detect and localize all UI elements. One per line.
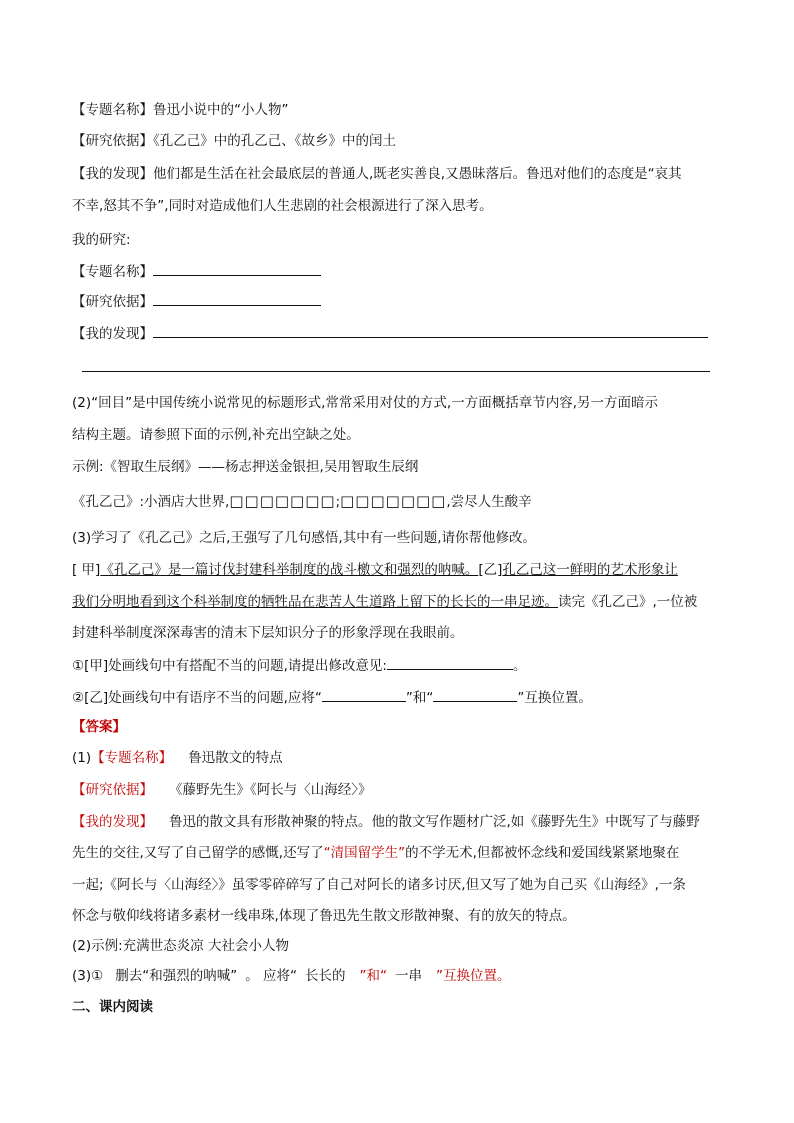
q2-prompt-start: 《孔乙己》:小酒店大世界,: [72, 494, 230, 510]
basis-line: 【研究依据】《孔乙己》中的孔乙己、《故乡》中的闰土: [72, 133, 396, 149]
q3-sub2-b: ”和“: [405, 690, 434, 706]
answer-1-basis-label: 【研究依据】: [72, 782, 153, 798]
answer-1-basis-text: 《藤野先生》《阿长与〈山海经〉》: [169, 782, 372, 798]
answer-2: (2)示例:充满世态炎凉 大社会小人物: [72, 938, 289, 954]
q2-text-2: 结构主题。请参照下面的示例,补充出空缺之处。: [72, 427, 360, 443]
answer-3-prefix: (3)①: [72, 968, 104, 984]
my-basis-row: [72, 291, 321, 312]
answer-1-topic: [72, 748, 283, 768]
section-heading: 二、课内阅读: [72, 999, 153, 1015]
answer-3-mid: 。 应将“: [245, 968, 298, 984]
q2-prompt-end: ,尝尽人生酸辛: [446, 494, 532, 510]
answer-3-part1: 删去“和强烈的呐喊”: [115, 968, 238, 984]
my-basis-label: 【研究依据】: [72, 294, 153, 310]
yi-underlined-sentence-1: 孔乙己这一鲜明的艺术形象让: [502, 562, 678, 578]
answer-3-word1: 长长的: [305, 968, 346, 984]
finding-2-highlight: “清国留学生”: [323, 845, 406, 861]
q3-sub2-blank-2[interactable]: [433, 687, 517, 702]
answer-1-finding-1: 鲁迅的散文具有形散神聚的特点。他的散文写作题材广泛,如《藤野先生》中既写了与藤野: [169, 814, 700, 830]
q3-sub2-c: ”互换位置。: [517, 690, 592, 706]
jia-underlined-sentence: 《孔乙己》是一篇讨伐封建科举制度的战斗檄文和强烈的呐喊。: [100, 562, 479, 578]
topic-line: 【专题名称】鲁迅小说中的“小人物”: [72, 102, 289, 118]
finding-line-1: 【我的发现】他们都是生活在社会最底层的普通人,既老实善良,又愚昧落后。鲁迅对他们的态度是“哀其: [72, 166, 682, 182]
my-topic-blank[interactable]: [153, 261, 321, 276]
answer-3-word2: 一串: [395, 968, 423, 984]
q2-separator: ;: [335, 494, 341, 510]
q3-sub2-row: [72, 687, 592, 708]
finding-2-a: 先生的交往,又写了自己留学的感慨,还写了: [72, 845, 324, 861]
answer-1-topic-label: 【专题名称】: [91, 750, 173, 766]
yi-underlined-sentence-2: 我们分明地看到这个科举制度的牺牲品在悲苦人生道路上留下的长长的一串足迹。: [72, 594, 558, 610]
answer-3-end: ”互换位置。: [436, 968, 511, 984]
yi-label: [乙]: [478, 562, 503, 578]
q2-text-1: (2)“回目”是中国传统小说常见的标题形式,常常采用对仗的方式,一方面概括章节内容,另一方面暗示: [72, 395, 658, 411]
my-topic-row: [72, 261, 321, 282]
q3-sub2-blank-1[interactable]: [322, 687, 406, 702]
q3-sub1-row: [72, 655, 526, 676]
my-finding-row: [72, 323, 708, 344]
answer-1-finding-2: [72, 843, 679, 863]
answer-1-prefix: (1): [72, 750, 92, 766]
answer-1-finding-4: 怀念与敬仰线将诸多素材一线串珠,体现了鲁迅先生散文形散神聚、有的放矢的特点。: [72, 908, 576, 924]
my-finding-blank[interactable]: [153, 323, 708, 338]
answer-1-finding-label: 【我的发现】: [72, 814, 153, 830]
answer-1-finding: [72, 812, 700, 832]
jia-label: [ 甲]: [72, 562, 101, 578]
q2-answer-boxes-2[interactable]: □□□□□□□: [340, 492, 447, 510]
answer-3: [72, 966, 511, 986]
q3-line-3: 封建科举制度深深毒害的清末下层知识分子的形象浮现在我眼前。: [72, 625, 464, 641]
q3-sub1-blank[interactable]: [387, 655, 513, 670]
q3-line-2: [72, 592, 697, 612]
my-finding-blank-2[interactable]: [82, 371, 710, 372]
answer-3-and: ”和“: [359, 968, 388, 984]
q2-answer-boxes-1[interactable]: □□□□□□□: [229, 492, 336, 510]
my-finding-label: 【我的发现】: [72, 326, 153, 342]
q3-sub1-end: 。: [512, 658, 527, 674]
yi-rest: 读完《孔乙己》,一位被: [558, 594, 698, 610]
my-topic-label: 【专题名称】: [72, 264, 153, 280]
answer-1-basis: [72, 780, 372, 800]
q2-example: 示例:《智取生辰纲》——杨志押送金银担,吴用智取生辰纲: [72, 459, 419, 475]
finding-line-2: 不幸,怒其不争”,同时对造成他们人生悲剧的社会根源进行了深入思考。: [72, 198, 493, 214]
answer-label: 【答案】: [72, 719, 126, 735]
q3-sub2-a: ②[乙]处画线句中有语序不当的问题,应将“: [72, 690, 322, 706]
q3-intro: (3)学习了《孔乙己》之后,王强写了几句感悟,其中有一些问题,请你帮他修改。: [72, 530, 536, 546]
finding-2-b: 的不学无术,但都被怀念线和爱国线紧紧地聚在: [405, 845, 680, 861]
my-research-heading: 我的研究:: [72, 232, 131, 248]
q2-prompt-row: [72, 491, 532, 512]
answer-1-finding-3: 一起;《阿长与〈山海经〉》虽零零碎碎写了自己对阿长的诸多讨厌,但又写了她为自己买《山海经》,一条: [72, 877, 686, 893]
q3-sub1: ①[甲]处画线句中有搭配不当的问题,请提出修改意见:: [72, 658, 387, 674]
q3-line-1: [72, 560, 678, 580]
answer-1-topic-text: 鲁迅散文的特点: [188, 750, 283, 766]
my-basis-blank[interactable]: [153, 291, 321, 306]
